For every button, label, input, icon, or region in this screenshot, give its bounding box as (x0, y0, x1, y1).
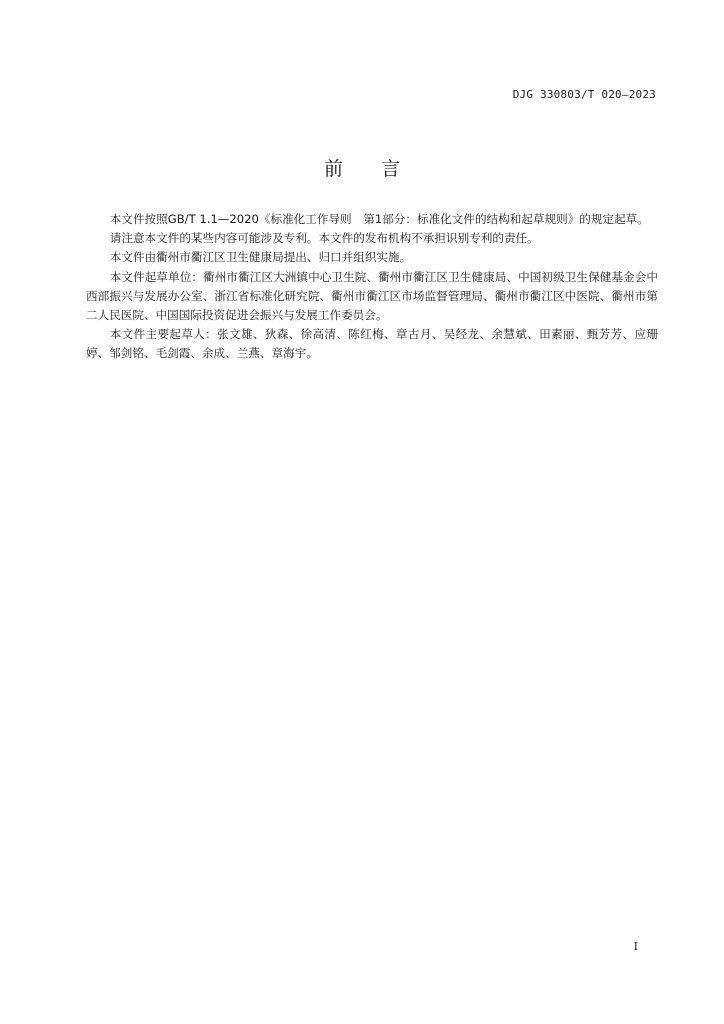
page-title: 前言 (323, 158, 438, 180)
paragraph-drafters: 本文件主要起草人：张文雄、狄森、徐高清、陈红梅、章古月、吴经龙、余慧斌、田素丽、甄芳芳、应珊婷、邹剑铭、毛剑霞、余成、兰燕、章海宇。 (86, 327, 658, 361)
paragraph-patent-notice: 请注意本文件的某些内容可能涉及专利。本文件的发布机构不承担识别专利的责任。 (109, 231, 539, 246)
paragraph-drafting-rules: 本文件按照GB/T 1.1—2020《标准化工作导则 第1部分：标准化文件的结构和起草规则》的规定起草。 (109, 212, 649, 226)
foreword-body (86, 210, 658, 364)
paragraph-proposer: 本文件由衢州市衢江区卫生健康局提出、归口并组织实施。 (109, 250, 412, 265)
page-number: I (633, 940, 638, 953)
document-code: DJG 330803/T 020—2023 (512, 88, 656, 101)
paragraph-drafting-units: 本文件起草单位：衢州市衢江区大洲镇中心卫生院、衢州市衢江区卫生健康局、中国初级卫生保健基金会中西部振兴与发展办公室、浙江省标准化研究院、衢州市衢江区市场监督管理局、衢州市衢江区中医院、衢州市第二人民医院、中国国际投资促进会振兴与发展工作委员会。 (86, 269, 658, 323)
